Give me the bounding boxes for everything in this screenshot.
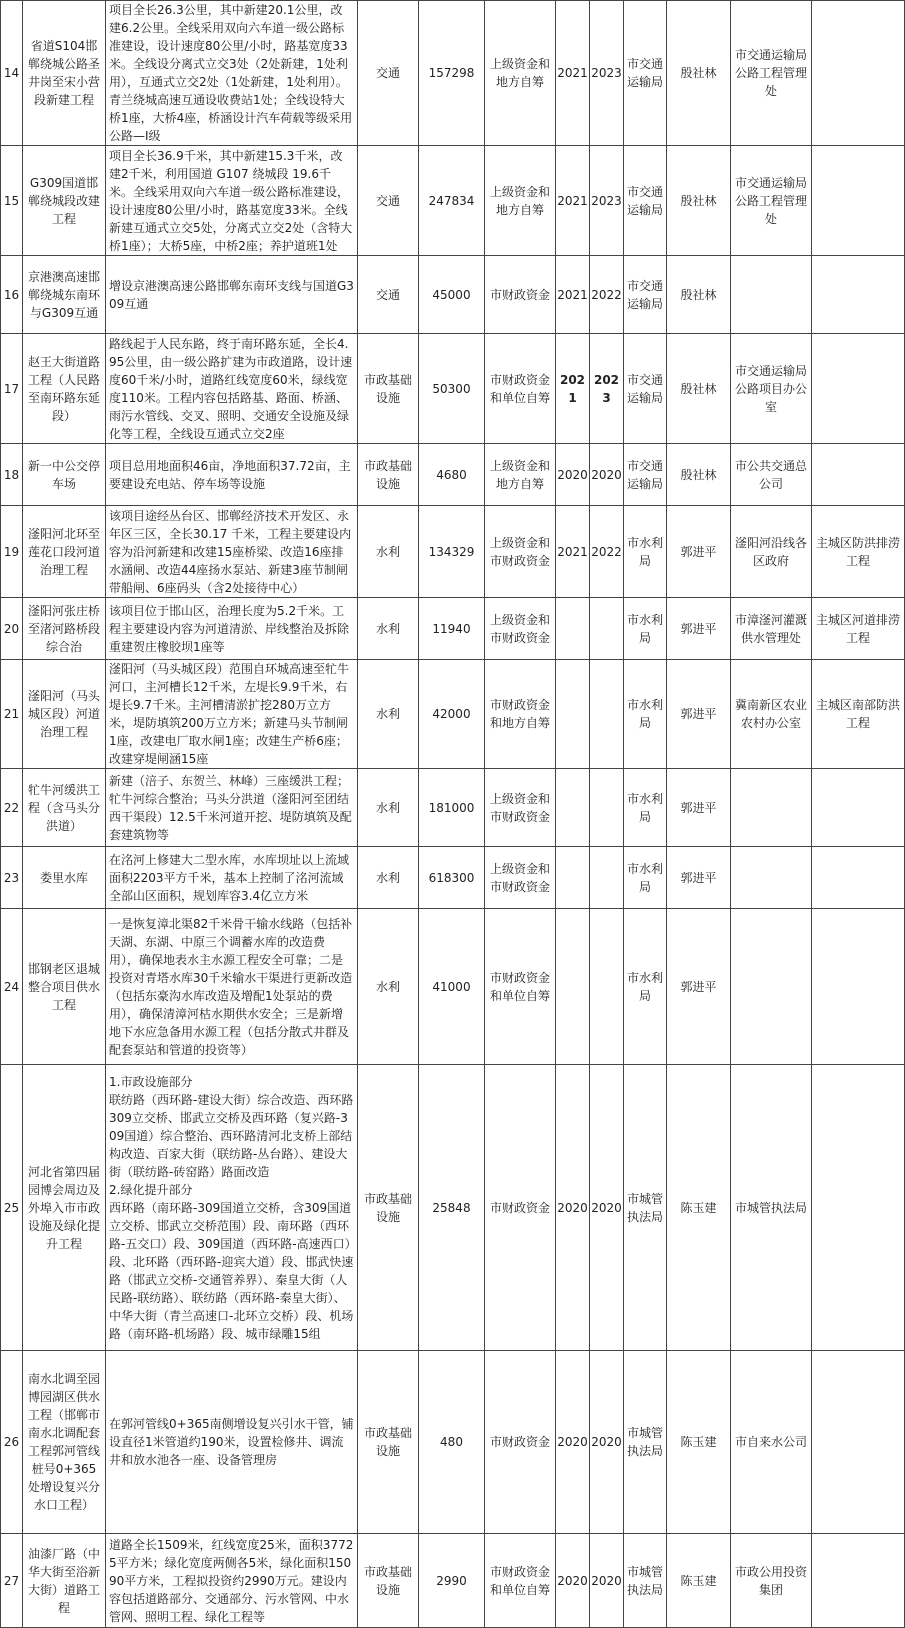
responsible-department: 市水利局 (624, 598, 667, 660)
funding-source: 市财政资金和单位自筹 (485, 909, 556, 1065)
investment: 480 (419, 1351, 485, 1534)
row-number: 26 (1, 1351, 23, 1534)
project-description: 在洺河上修建大二型水库，水库坝址以上流域面积2203平方千米，基本上控制了洺河流域全部山区面积，规划库容3.4亿立方米 (106, 847, 358, 909)
investment: 4680 (419, 444, 485, 506)
row-number: 24 (1, 909, 23, 1065)
implementing-unit: 市交通运输局公路工程管理处 (731, 146, 812, 256)
project-name: 新一中公交停车场 (23, 444, 106, 506)
funding-source: 市财政资金 (485, 1351, 556, 1534)
end-year: 2020 (590, 1065, 624, 1351)
remark (812, 1351, 905, 1534)
end-year (590, 660, 624, 769)
implementing-unit: 市交通运输局公路项目办公室 (731, 334, 812, 444)
project-description: 路线起于人民东路，终于南环路东延，全长4.95公里，由一级公路扩建为市政道路，设计速度60千米/小时，道路红线宽度60米，绿线宽度110米。工程内容包括路基、路面、桥涵、雨污水管线、交叉、照明、交通安全设施及绿化等工程，全线设互通式立交2座 (106, 334, 358, 444)
funding-source: 上级资金和市财政资金 (485, 769, 556, 847)
funding-source: 上级资金和地方自筹 (485, 146, 556, 256)
responsible-department: 市交通运输局 (624, 1, 667, 146)
investment: 50300 (419, 334, 485, 444)
project-name: 油漆厂路（中华大街至浴新大街）道路工程 (23, 1534, 106, 1628)
end-year: 2022 (590, 506, 624, 598)
investment: 157298 (419, 1, 485, 146)
project-name: G309国道邯郸绕城段改建工程 (23, 146, 106, 256)
project-type: 水利 (358, 506, 419, 598)
responsible-department: 市水利局 (624, 660, 667, 769)
implementing-unit (731, 256, 812, 334)
start-year: 2020 (556, 444, 590, 506)
project-type: 市政基础设施 (358, 1351, 419, 1534)
project-type: 水利 (358, 847, 419, 909)
end-year (590, 769, 624, 847)
project-type: 水利 (358, 598, 419, 660)
row-number: 15 (1, 146, 23, 256)
project-name: 邯钢老区退城整合项目供水工程 (23, 909, 106, 1065)
responsible-leader: 郭进平 (667, 847, 731, 909)
remark: 主城区南部防洪工程 (812, 660, 905, 769)
investment: 247834 (419, 146, 485, 256)
project-description: 一是恢复漳北渠82千米骨干输水线路（包括补天湖、东湖、中原三个调蓄水库的改造费用），确保地表水主水源工程安全可靠；二是投资对青塔水库30千米输水干渠进行更新改造（包括东豪沟水库改造及增配1处泵站的费用），确保清漳河枯水期供水安全；三是新增地下水应急备用水源工程（包括分散式井群及配套泵站和管道的投资等） (106, 909, 358, 1065)
end-year: 2020 (590, 1534, 624, 1628)
funding-source: 市财政资金 (485, 1065, 556, 1351)
table-row (1, 847, 905, 909)
row-number: 17 (1, 334, 23, 444)
start-year: 2020 (556, 1534, 590, 1628)
responsible-department: 市交通运输局 (624, 334, 667, 444)
responsible-department: 市交通运输局 (624, 146, 667, 256)
row-number: 18 (1, 444, 23, 506)
investment: 134329 (419, 506, 485, 598)
row-number: 22 (1, 769, 23, 847)
responsible-department: 市水利局 (624, 909, 667, 1065)
start-year (556, 660, 590, 769)
funding-source: 市财政资金 (485, 256, 556, 334)
row-number: 14 (1, 1, 23, 146)
implementing-unit: 市城管执法局 (731, 1065, 812, 1351)
table-row (1, 909, 905, 1065)
project-name: 省道S104邯郸绕城公路圣井岗至宋小营段新建工程 (23, 1, 106, 146)
end-year: 2023 (590, 1, 624, 146)
end-year (590, 598, 624, 660)
project-type: 交通 (358, 146, 419, 256)
table-row (1, 1, 905, 146)
project-description: 项目总用地面积46亩，净地面积37.72亩，主要建设充电站、停车场等设施 (106, 444, 358, 506)
table-row (1, 334, 905, 444)
start-year: 2020 (556, 1065, 590, 1351)
project-description: 在郭河管线0+365南侧增设复兴引水干管，铺设直径1米管道约190米，设置检修井、调流井和放水池各一座、设备管理房 (106, 1351, 358, 1534)
investment: 42000 (419, 660, 485, 769)
row-number: 23 (1, 847, 23, 909)
implementing-unit: 市漳滏河灌溉供水管理处 (731, 598, 812, 660)
start-year (556, 909, 590, 1065)
remark (812, 847, 905, 909)
table-row (1, 1065, 905, 1351)
funding-source: 市财政资金和单位自筹 (485, 1534, 556, 1628)
responsible-department: 市水利局 (624, 769, 667, 847)
responsible-leader: 殷社林 (667, 334, 731, 444)
investment: 41000 (419, 909, 485, 1065)
funding-source: 上级资金和市财政资金 (485, 847, 556, 909)
table-row (1, 1534, 905, 1628)
implementing-unit: 市自来水公司 (731, 1351, 812, 1534)
project-name: 滏阳河（马头城区段）河道治理工程 (23, 660, 106, 769)
investment: 2990 (419, 1534, 485, 1628)
table-row (1, 256, 905, 334)
responsible-leader: 郭进平 (667, 660, 731, 769)
implementing-unit (731, 769, 812, 847)
funding-source: 上级资金和市财政资金 (485, 598, 556, 660)
project-name: 滏阳河张庄桥至渚河路桥段综合治 (23, 598, 106, 660)
start-year: 2021 (556, 146, 590, 256)
implementing-unit: 市公共交通总公司 (731, 444, 812, 506)
end-year: 2020 (590, 444, 624, 506)
responsible-department: 市水利局 (624, 847, 667, 909)
implementing-unit: 冀南新区农业农村办公室 (731, 660, 812, 769)
remark (812, 444, 905, 506)
row-number: 21 (1, 660, 23, 769)
investment: 181000 (419, 769, 485, 847)
project-type: 交通 (358, 256, 419, 334)
project-description: 新建（涪子、东贺兰、林峰）三座缓洪工程；牤牛河综合整治；马头分洪道（滏阳河至团结西干渠段）12.5千米河道开挖、堤防填筑及配套建筑物等 (106, 769, 358, 847)
project-type: 市政基础设施 (358, 444, 419, 506)
end-year: 2020 (590, 1351, 624, 1534)
implementing-unit: 市交通运输局公路工程管理处 (731, 1, 812, 146)
responsible-department: 市城管执法局 (624, 1534, 667, 1628)
remark: 主城区防洪排涝工程 (812, 506, 905, 598)
table-row (1, 598, 905, 660)
responsible-leader: 陈玉建 (667, 1351, 731, 1534)
project-type: 水利 (358, 660, 419, 769)
project-type: 水利 (358, 769, 419, 847)
responsible-department: 市城管执法局 (624, 1065, 667, 1351)
row-number: 16 (1, 256, 23, 334)
end-year: 2023 (590, 334, 624, 444)
start-year (556, 598, 590, 660)
project-name: 赵王大街道路工程（人民路至南环路东延段） (23, 334, 106, 444)
investment: 11940 (419, 598, 485, 660)
table-row (1, 444, 905, 506)
investment: 45000 (419, 256, 485, 334)
row-number: 19 (1, 506, 23, 598)
start-year (556, 769, 590, 847)
responsible-leader: 陈玉建 (667, 1534, 731, 1628)
funding-source: 上级资金和地方自筹 (485, 1, 556, 146)
project-description: 项目全长26.3公里，其中新建20.1公里，改建6.2公里。全线采用双向六车道一级公路标准建设，设计速度80公里/小时，路基宽度33米。全线设分离式立交3处（2处新建，1处利用），互通式立交2处（1处新建，1处利用）。青兰绕城高速互通设收费站1处；全线设特大桥1座，大桥4座，桥涵设计汽车荷载等级采用公路—I级 (106, 1, 358, 146)
project-description: 项目全长36.9千米，其中新建15.3千米，改建2千米，利用国道 G107 绕城段 19.6千米。全线采用双向六车道一级公路标准建设，设计速度80公里/小时，路基宽度33米。全线新建互通式立交5处，分离式立交2处（含特大桥1座）；大桥5座，中桥2座；养护道班1处 (106, 146, 358, 256)
project-type: 市政基础设施 (358, 1534, 419, 1628)
remark (812, 1, 905, 146)
project-description: 该项目位于邯山区，治理长度为5.2千米。工程主要建设内容为河道清淤、岸线整治及拆除重建贺庄橡胶坝1座等 (106, 598, 358, 660)
funding-source: 市财政资金和单位自筹 (485, 334, 556, 444)
project-description: 该项目途经丛台区、邯郸经济技术开发区、永年区三区，全长30.17 千米，工程主要建设内容为沿河新建和改建15座桥梁、改造16座排水涵闸、改造44座扬水泵站、新建3座节制闸带船闸、6座码头（含2处接待中心） (106, 506, 358, 598)
project-description: 增设京港澳高速公路邯郸东南环支线与国道G309互通 (106, 256, 358, 334)
project-description: 滏阳河（马头城区段）范围自环城高速至牤牛河口，主河槽长12千米，左堤长9.9千米，右堤长9.7千米。主河槽清淤扩挖280万立方米，堤防填筑200万立方米；新建马头节制闸1座，改建电厂取水闸1座；改建生产桥6座；改建穿堤闸涵15座 (106, 660, 358, 769)
responsible-leader: 郭进平 (667, 598, 731, 660)
remark (812, 334, 905, 444)
remark (812, 1065, 905, 1351)
remark (812, 256, 905, 334)
start-year (556, 847, 590, 909)
responsible-leader: 郭进平 (667, 506, 731, 598)
end-year: 2022 (590, 256, 624, 334)
project-type: 水利 (358, 909, 419, 1065)
end-year (590, 909, 624, 1065)
implementing-unit: 滏阳河沿线各区政府 (731, 506, 812, 598)
remark (812, 146, 905, 256)
start-year: 2021 (556, 506, 590, 598)
project-name: 南水北调至园博园湖区供水工程（邯郸市南水北调配套工程郭河管线桩号0+365处增设复兴分水口工程） (23, 1351, 106, 1534)
table-body (1, 1, 905, 1628)
start-year: 2021 (556, 334, 590, 444)
implementing-unit (731, 909, 812, 1065)
funding-source: 上级资金和地方自筹 (485, 444, 556, 506)
project-name: 河北省第四届园博会周边及外埠入市市政设施及绿化提升工程 (23, 1065, 106, 1351)
project-description: 道路全长1509米，红线宽度25米，面积37725平方米；绿化宽度两侧各5米，绿化面积15090平方米，工程拟投资约2990万元。建设内容包括道路部分、交通部分、污水管网、中水管网、照明工程、绿化工程等 (106, 1534, 358, 1628)
project-type: 交通 (358, 1, 419, 146)
investment: 618300 (419, 847, 485, 909)
row-number: 20 (1, 598, 23, 660)
start-year: 2021 (556, 1, 590, 146)
responsible-leader: 殷社林 (667, 444, 731, 506)
remark (812, 769, 905, 847)
remark (812, 909, 905, 1065)
responsible-leader: 郭进平 (667, 769, 731, 847)
project-name: 滏阳河北环至莲花口段河道治理工程 (23, 506, 106, 598)
table-row (1, 1351, 905, 1534)
table-row (1, 146, 905, 256)
row-number: 25 (1, 1065, 23, 1351)
responsible-department: 市水利局 (624, 506, 667, 598)
responsible-leader: 殷社林 (667, 146, 731, 256)
start-year: 2020 (556, 1351, 590, 1534)
table-row (1, 660, 905, 769)
implementing-unit: 市政公用投资集团 (731, 1534, 812, 1628)
project-type: 市政基础设施 (358, 334, 419, 444)
responsible-leader: 陈玉建 (667, 1065, 731, 1351)
remark (812, 1534, 905, 1628)
implementing-unit (731, 847, 812, 909)
end-year: 2023 (590, 146, 624, 256)
funding-source: 市财政资金和地方自筹 (485, 660, 556, 769)
start-year: 2021 (556, 256, 590, 334)
responsible-department: 市交通运输局 (624, 444, 667, 506)
project-name: 京港澳高速邯郸绕城东南环与G309互通 (23, 256, 106, 334)
responsible-department: 市交通运输局 (624, 256, 667, 334)
end-year (590, 847, 624, 909)
investment: 25848 (419, 1065, 485, 1351)
remark: 主城区河道排涝工程 (812, 598, 905, 660)
responsible-leader: 郭进平 (667, 909, 731, 1065)
project-type: 市政基础设施 (358, 1065, 419, 1351)
responsible-leader: 殷社林 (667, 256, 731, 334)
project-name: 牤牛河缓洪工程（含马头分洪道） (23, 769, 106, 847)
table-row (1, 506, 905, 598)
project-description: 1.市政设施部分 联纺路（西环路-建设大街）综合改造、西环路309立交桥、邯武立交桥及西环路（复兴路-309国道）综合整治、西环路清河北支桥上部结构改造、百家大街（联纺路-丛台路）、建设大街（联纺路-砖窑路）路面改造 2.绿化提升部分 西环路（南环路-309国道立交桥，含309国道立交桥、邯武立交桥范围）段、南环路（西环路-五交口）段、309国道（西环路-高速西口）段、北环路（西环路-迎宾大道）段、邯武快速路（邯武立交桥-交通管养界）、秦皇大街（人民路-联纺路）、联纺路（西环路-秦皇大街）、中华大街（青兰高速口-北环立交桥）段、机场路（南环路-机场路）段、城市绿雕15组 (106, 1065, 358, 1351)
responsible-leader: 殷社林 (667, 1, 731, 146)
row-number: 27 (1, 1534, 23, 1628)
project-name: 娄里水库 (23, 847, 106, 909)
funding-source: 上级资金和市财政资金 (485, 506, 556, 598)
responsible-department: 市城管执法局 (624, 1351, 667, 1534)
table-row (1, 769, 905, 847)
